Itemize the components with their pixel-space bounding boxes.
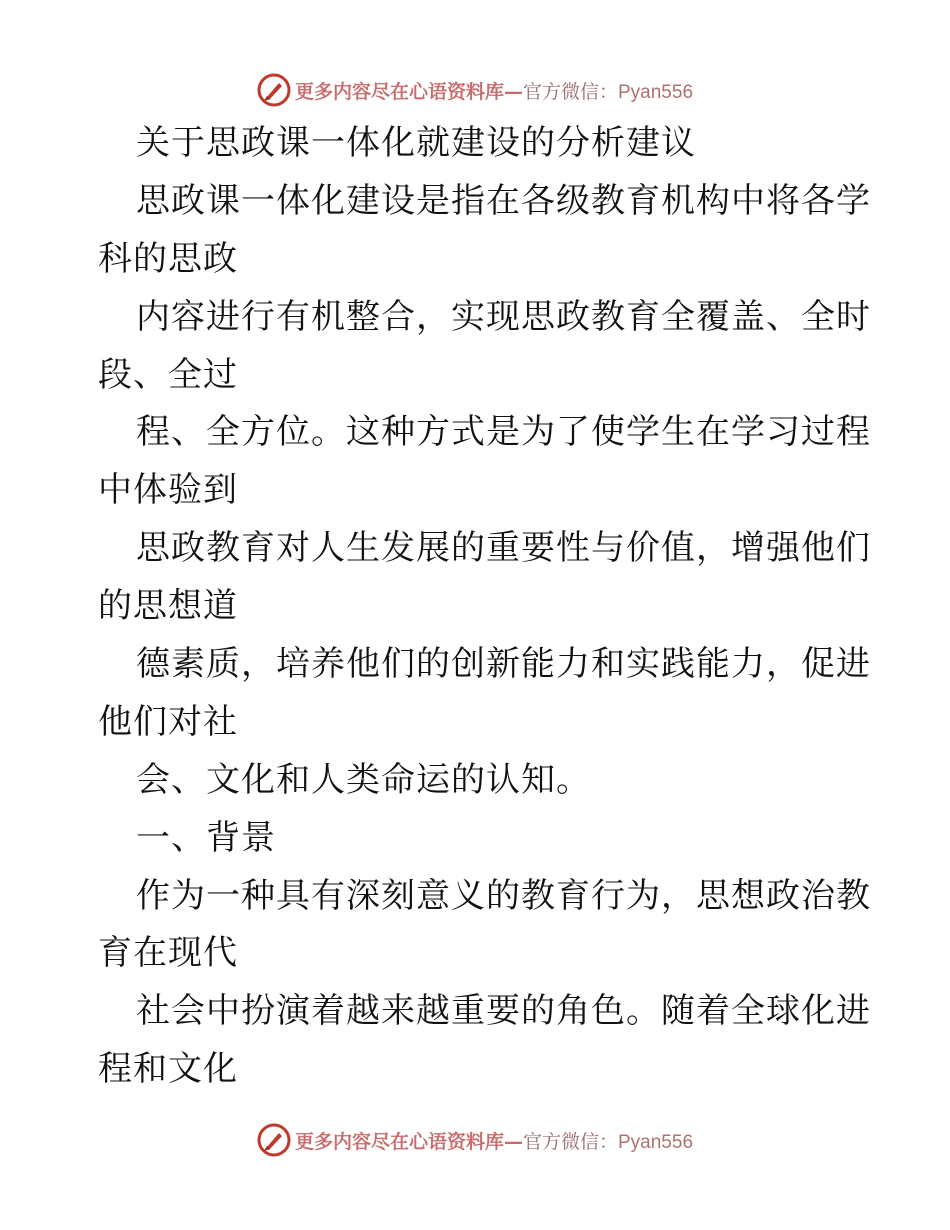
document-body [98,115,871,1099]
text-line: 程和文化 [98,1049,238,1090]
watermark-text [295,77,693,104]
watermark-dash: — [503,1130,523,1153]
text-line: 作为一种具有深刻意义的教育行为，思想政治教 [136,875,871,916]
watermark-banner-bottom [0,1120,950,1160]
text-line: 科的思政 [98,238,238,279]
watermark-main: 更多内容尽在心语资料库 [294,80,504,103]
watermark-wechat-id: Pyan556 [618,81,694,103]
text-line: 程、全方位。这种方式是为了使学生在学习过程 [136,412,871,453]
text-line: 的思想道 [98,586,238,627]
document-title: 关于思政课一体化就建设的分析建议 [136,123,696,163]
watermark-wechat-id: Pyan556 [618,1131,694,1153]
pen-logo-icon [257,73,291,107]
pen-logo-icon [257,1123,291,1157]
watermark-main: 更多内容尽在心语资料库 [294,1130,504,1153]
text-line: 段、全过 [98,354,238,395]
text-line: 育在现代 [98,933,238,974]
text-line: 思政课一体化建设是指在各级教育机构中将各学 [136,180,871,221]
watermark-wechat-label: 官方微信： [522,1130,618,1153]
text-line: 内容进行有机整合，实现思政教育全覆盖、全时 [136,296,871,337]
watermark-dash: — [503,80,523,103]
text-line: 德素质，培养他们的创新能力和实践能力，促进 [136,644,871,685]
text-line: 中体验到 [98,470,238,511]
text-line: 思政教育对人生发展的重要性与价值，增强他们 [136,528,871,569]
text-line: 他们对社 [98,701,238,742]
watermark-wechat-label: 官方微信： [522,80,618,103]
text-line: 社会中扮演着越来越重要的角色。随着全球化进 [136,991,871,1032]
section-heading: 一、背景 [136,817,276,858]
watermark-banner-top [0,70,950,110]
watermark-text [295,1127,693,1154]
text-line: 会、文化和人类命运的认知。 [136,759,591,800]
